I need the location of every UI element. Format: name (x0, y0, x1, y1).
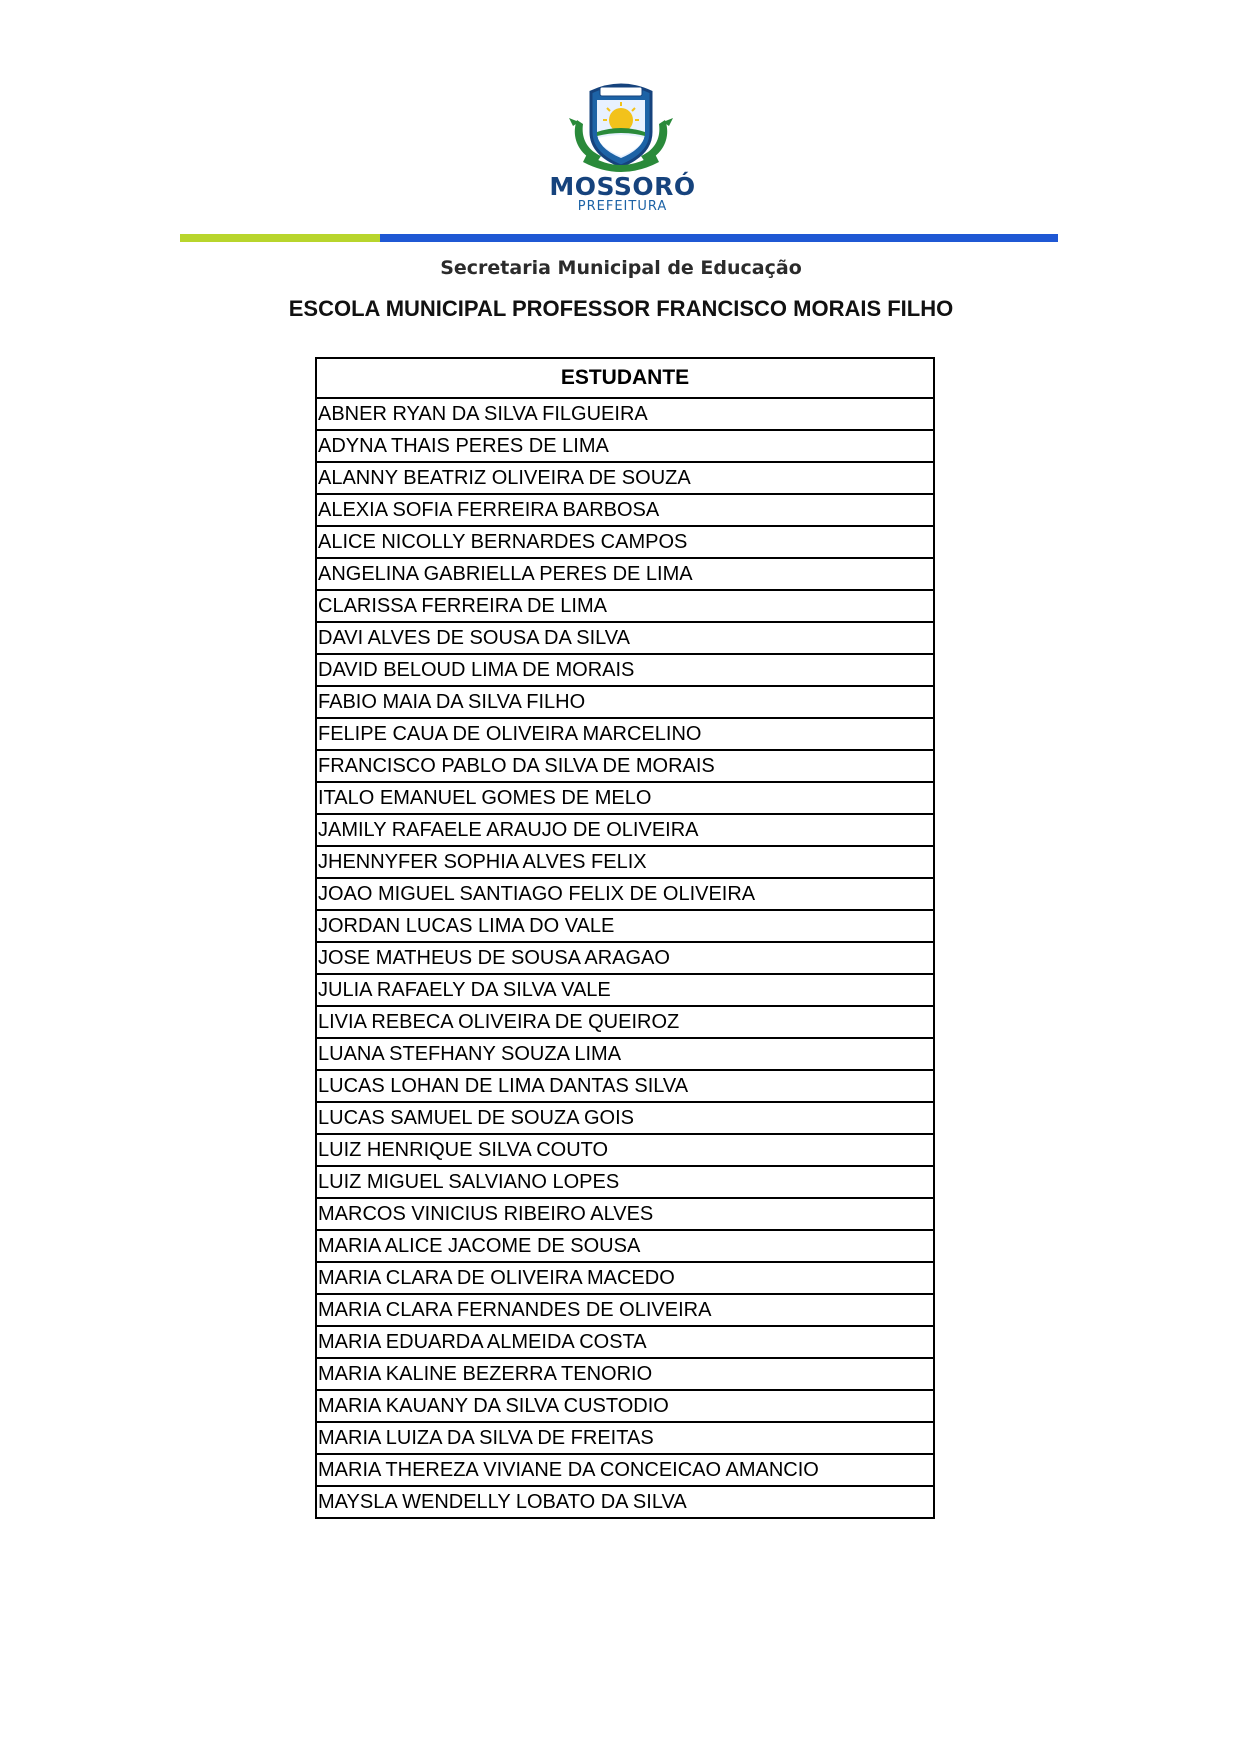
student-name-cell: LIVIA REBECA OLIVEIRA DE QUEIROZ (316, 1006, 934, 1038)
column-header-estudante: ESTUDANTE (316, 358, 934, 398)
student-name-cell: MARIA CLARA DE OLIVEIRA MACEDO (316, 1262, 934, 1294)
student-name-cell: JORDAN LUCAS LIMA DO VALE (316, 910, 934, 942)
student-name-cell: MARIA LUIZA DA SILVA DE FREITAS (316, 1422, 934, 1454)
student-name-cell: JOAO MIGUEL SANTIAGO FELIX DE OLIVEIRA (316, 878, 934, 910)
table-row (316, 1390, 934, 1422)
school-title: ESCOLA MUNICIPAL PROFESSOR FRANCISCO MORAIS FILHO (288, 296, 954, 321)
student-name-cell: LUANA STEFHANY SOUZA LIMA (316, 1038, 934, 1070)
student-name-cell: FELIPE CAUA DE OLIVEIRA MARCELINO (316, 718, 934, 750)
table-row (316, 1230, 934, 1262)
table-header-row (316, 358, 934, 398)
table-row (316, 590, 934, 622)
student-name-cell: LUIZ MIGUEL SALVIANO LOPES (316, 1166, 934, 1198)
brand-subtitle: PREFEITURA (577, 199, 668, 214)
student-name-cell: JULIA RAFAELY DA SILVA VALE (316, 974, 934, 1006)
table-row (316, 814, 934, 846)
table-row (316, 750, 934, 782)
table-row (316, 846, 934, 878)
student-name-cell: CLARISSA FERREIRA DE LIMA (316, 590, 934, 622)
table-row (316, 974, 934, 1006)
student-name-cell: MARIA ALICE JACOME DE SOUSA (316, 1230, 934, 1262)
table-row (316, 462, 934, 494)
student-name-cell: JOSE MATHEUS DE SOUSA ARAGAO (316, 942, 934, 974)
student-name-cell: ABNER RYAN DA SILVA FILGUEIRA (316, 398, 934, 430)
student-name-cell: FABIO MAIA DA SILVA FILHO (316, 686, 934, 718)
table-row (316, 398, 934, 430)
student-name-cell: MARIA KAUANY DA SILVA CUSTODIO (316, 1390, 934, 1422)
student-name-cell: LUCAS SAMUEL DE SOUZA GOIS (316, 1102, 934, 1134)
student-name-cell: DAVI ALVES DE SOUSA DA SILVA (316, 622, 934, 654)
table-row (316, 1006, 934, 1038)
table-row (316, 1038, 934, 1070)
table-row (316, 1422, 934, 1454)
student-name-cell: ADYNA THAIS PERES DE LIMA (316, 430, 934, 462)
student-name-cell: MARIA THEREZA VIVIANE DA CONCEICAO AMANCIO (316, 1454, 934, 1486)
student-name-cell: FRANCISCO PABLO DA SILVA DE MORAIS (316, 750, 934, 782)
table-row (316, 1262, 934, 1294)
table-row (316, 878, 934, 910)
student-name-cell: ALEXIA SOFIA FERREIRA BARBOSA (316, 494, 934, 526)
table-row (316, 526, 934, 558)
table-row (316, 1358, 934, 1390)
table-row (316, 558, 934, 590)
prefeitura-logo (0, 80, 1242, 214)
table-body (316, 398, 934, 1518)
divider-blue-segment (380, 234, 1058, 242)
student-name-cell: JAMILY RAFAELE ARAUJO DE OLIVEIRA (316, 814, 934, 846)
table-row (316, 1198, 934, 1230)
student-name-cell: ANGELINA GABRIELLA PERES DE LIMA (316, 558, 934, 590)
table-row (316, 430, 934, 462)
table-row (316, 654, 934, 686)
header-divider (180, 234, 1058, 242)
student-name-cell: MARCOS VINICIUS RIBEIRO ALVES (316, 1198, 934, 1230)
student-name-cell: MARIA EDUARDA ALMEIDA COSTA (316, 1326, 934, 1358)
table-row (316, 1486, 934, 1518)
student-name-cell: DAVID BELOUD LIMA DE MORAIS (316, 654, 934, 686)
student-name-cell: ALICE NICOLLY BERNARDES CAMPOS (316, 526, 934, 558)
student-name-cell: JHENNYFER SOPHIA ALVES FELIX (316, 846, 934, 878)
student-name-cell: ITALO EMANUEL GOMES DE MELO (316, 782, 934, 814)
table-row (316, 686, 934, 718)
table-row (316, 1294, 934, 1326)
student-name-cell: MARIA CLARA FERNANDES DE OLIVEIRA (316, 1294, 934, 1326)
table-row (316, 1454, 934, 1486)
table-row (316, 782, 934, 814)
student-name-cell: LUIZ HENRIQUE SILVA COUTO (316, 1134, 934, 1166)
table-row (316, 622, 934, 654)
divider-green-segment (180, 234, 380, 242)
students-table (315, 357, 935, 1519)
table-row (316, 1326, 934, 1358)
student-name-cell: MAYSLA WENDELLY LOBATO DA SILVA (316, 1486, 934, 1518)
table-row (316, 1102, 934, 1134)
student-name-cell: LUCAS LOHAN DE LIMA DANTAS SILVA (316, 1070, 934, 1102)
table-row (316, 1134, 934, 1166)
student-name-cell: MARIA KALINE BEZERRA TENORIO (316, 1358, 934, 1390)
department-title: Secretaria Municipal de Educação (440, 257, 802, 279)
brand-name: MOSSORÓ (549, 172, 696, 201)
coat-of-arms-icon (567, 80, 675, 172)
table-row (316, 494, 934, 526)
table-row (316, 1166, 934, 1198)
table-row (316, 942, 934, 974)
table-row (316, 1070, 934, 1102)
student-name-cell: ALANNY BEATRIZ OLIVEIRA DE SOUZA (316, 462, 934, 494)
table-row (316, 910, 934, 942)
table-row (316, 718, 934, 750)
